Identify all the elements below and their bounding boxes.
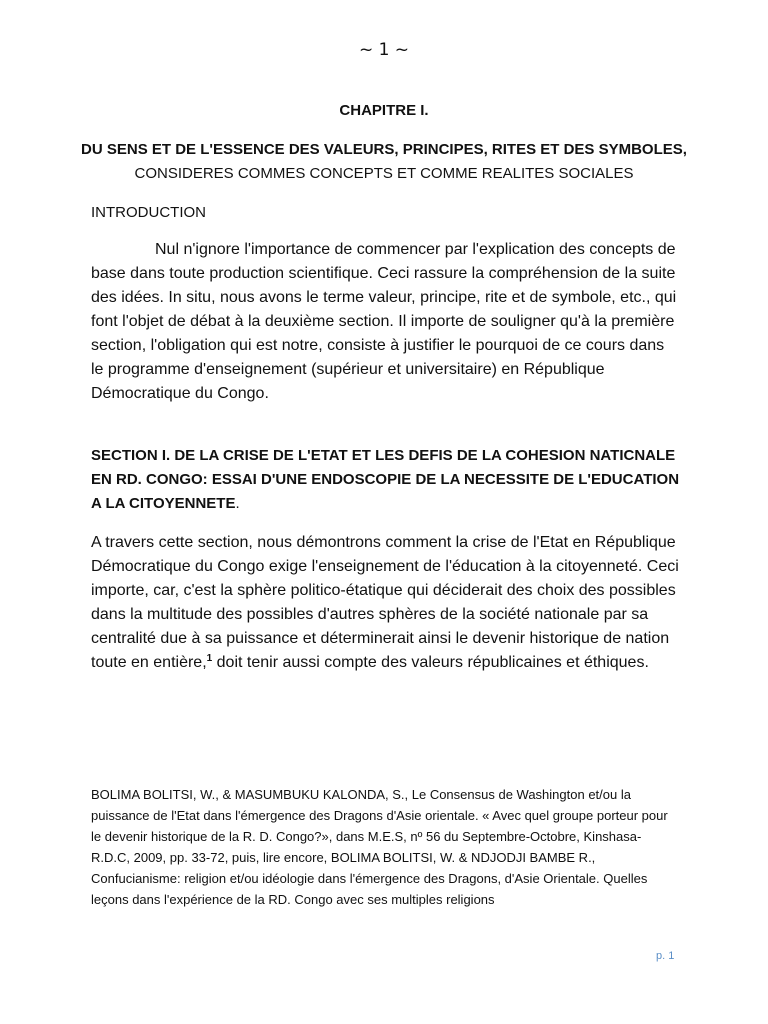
page-footer-label: p. 1 (656, 950, 675, 962)
introduction-paragraph: Nul n'ignore l'importance de commencer par l'explication des concepts de base dans toute production scientifique. Ceci rassure la compréhension de la suite des idées. In situ, nous avons le terme valeur, principe, rite et de symbole, etc., qui font l'objet de débat à la deuxième section. Il importe de souligner qu'à la première section, l'obligation qui est notre, consiste à justifier le pourquoi de ce cours dans le programme d'enseignement (supérieur et universitaire) en République Démocratique du Congo. (91, 241, 677, 402)
section-heading-text: SECTION I. DE LA CRISE DE L'ETAT ET LES DEFIS DE LA COHESION NATICNALE EN RD. CONGO: ESSAI D'UNE ENDOSCOPIE DE LA NECESSITE DE L'EDUCATION A LA CITOYENNETE (91, 447, 680, 512)
section-paragraph-part2: doit tenir aussi compte des valeurs républicaines et éthiques. (212, 654, 649, 671)
footnote-reference[interactable]: 1 (206, 653, 213, 664)
introduction-heading: INTRODUCTION (91, 204, 206, 221)
page-number-header: ~ 1 ~ (358, 40, 410, 60)
section-heading (91, 444, 681, 516)
section-paragraph-part1: A travers cette section, nous démontrons comment la crise de l'Etat en République Démocratique du Congo exige l'enseignement de l'éducation à la citoyenneté. Ceci importe, car, c'est la sphère politico-étatique qui déciderait des choix des possibles dans la multitude des possibles d'autres sphères de la société nationale par sa centralité due à sa puissance et déterminerait ainsi le devenir historique de nation toute en entière, (91, 534, 679, 671)
chapter-title-subline: CONSIDERES COMMES CONCEPTS ET COMME REALITES SOCIALES (134, 165, 634, 182)
section-heading-period: . (235, 495, 240, 512)
chapter-title-bold: DU SENS ET DE L'ESSENCE DES VALEURS, PRINCIPES, RITES ET DES SYMBOLES, (81, 141, 687, 158)
section-paragraph (91, 531, 681, 675)
chapter-heading: CHAPITRE I. (339, 102, 429, 119)
footnote-text: BOLIMA BOLITSI, W., & MASUMBUKU KALONDA, S., Le Consensus de Washington et/ou la puissance de l'Etat dans l'émergence des Dragons d'Asie orientale. « Avec quel groupe porteur pour le devenir historique de la R. D. Congo?», dans M.E.S, nº 56 du Septembre-Octobre, Kinshasa- R.D.C, 2009, pp. 33-72, puis, lire encore, BOLIMA BOLITSI, W. & NDJODJI BAMBE R., Confucianisme: religion et/ou idéologie dans l'émergence des Dragons, d'Asie Orientale. Quelles leçons dans l'expérience de la RD. Congo avec ses multiples religions (91, 787, 668, 907)
